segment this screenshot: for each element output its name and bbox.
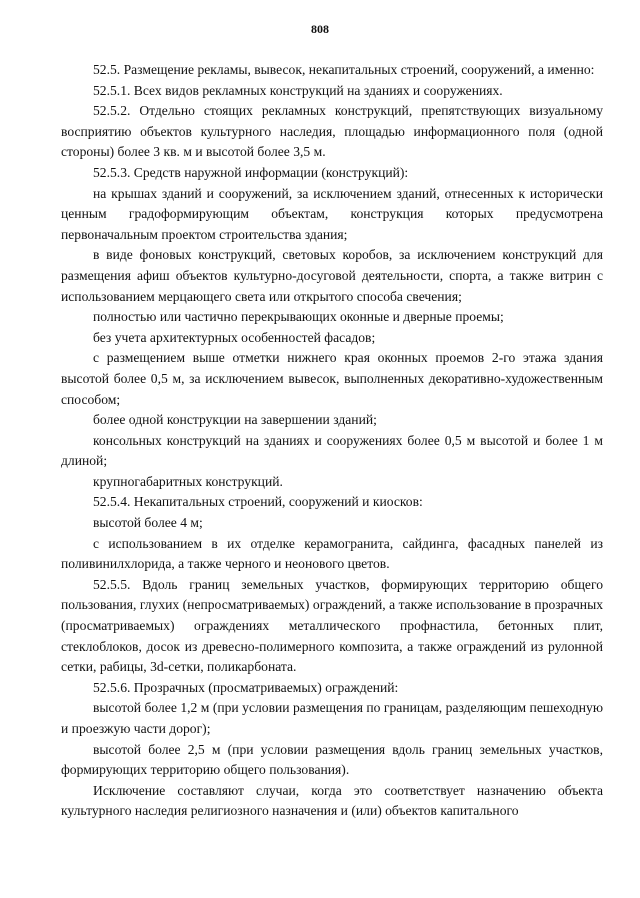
paragraph: высотой более 4 м; [93,515,203,531]
page-number: 808 [311,22,329,36]
paragraph: консольных конструкций на зданиях и сооружениях более 0,5 м высотой и более 1 м длиной; [61,432,603,469]
paragraph: 52.5. Размещение рекламы, вывесок, некапитальных строений, сооружений, а именно: [93,62,595,77]
paragraph: с использованием в их отделке керамогранита, сайдинга, фасадных панелей из поливинилхлорида, а также черного и неонового цветов. [61,535,603,572]
paragraph: 52.5.3. Средств наружной информации (конструкций): [93,164,409,180]
paragraph: Исключение составляют случаи, когда это соответствует назначению объекта культурного наследия религиозного назначения и (или) объектов капитального [61,782,603,819]
paragraph: более одной конструкции на завершении зданий; [93,412,377,428]
paragraph: в виде фоновых конструкций, световых коробов, за исключением конструкций для размещения афиш объектов культурно-досуговой деятельности, спорта, а также витрин с использованием мерцающего света или открытого способа свечения; [61,247,603,304]
paragraph: с размещением выше отметки нижнего края оконных проемов 2-го этажа здания высотой более 0,5 м, за исключением вывесок, выполненных декоративно-художественным способом; [61,350,603,407]
document-body [61,60,603,822]
paragraph: без учета архитектурных особенностей фасадов; [93,329,376,345]
paragraph: на крышах зданий и сооружений, за исключением зданий, отнесенных к исторически ценным градоформирующим объектам, конструкция которых предусмотрена первоначальным проектом строительства здания; [61,185,603,242]
paragraph: 52.5.5. Вдоль границ земельных участков, формирующих территорию общего пользования, глухих (непросматриваемых) ограждений, а также использование в прозрачных (просматриваемых) ограждениях металлического профнастила, бетонных плит, стеклоблоков, досок из древесно-полимерного композита, а также ограждений из рулонной сетки, рабицы, 3d-сетки, поликарбоната. [61,576,603,675]
paragraph: высотой более 1,2 м (при условии размещения по границам, разделяющим пешеходную и проезжую части дорог); [61,700,603,736]
paragraph: 52.5.6. Прозрачных (просматриваемых) ограждений: [93,679,399,695]
paragraph: 52.5.1. Всех видов рекламных конструкций на зданиях и сооружениях. [93,82,503,98]
paragraph: 52.5.2. Отдельно стоящих рекламных конструкций, препятствующих визуальному восприятию объектов культурного наследия, площадью информационного поля (одной стороны) более 3 кв. м и высотой более 3,5 м. [61,103,603,160]
paragraph: высотой более 2,5 м (при условии размещения вдоль границ земельных участков, формирующих территорию общего пользования). [61,741,603,778]
paragraph: 52.5.4. Некапитальных строений, сооружений и киосков: [93,494,423,510]
paragraph: полностью или частично перекрывающих оконные и дверные проемы; [93,309,504,325]
paragraph: крупногабаритных конструкций. [93,473,283,489]
